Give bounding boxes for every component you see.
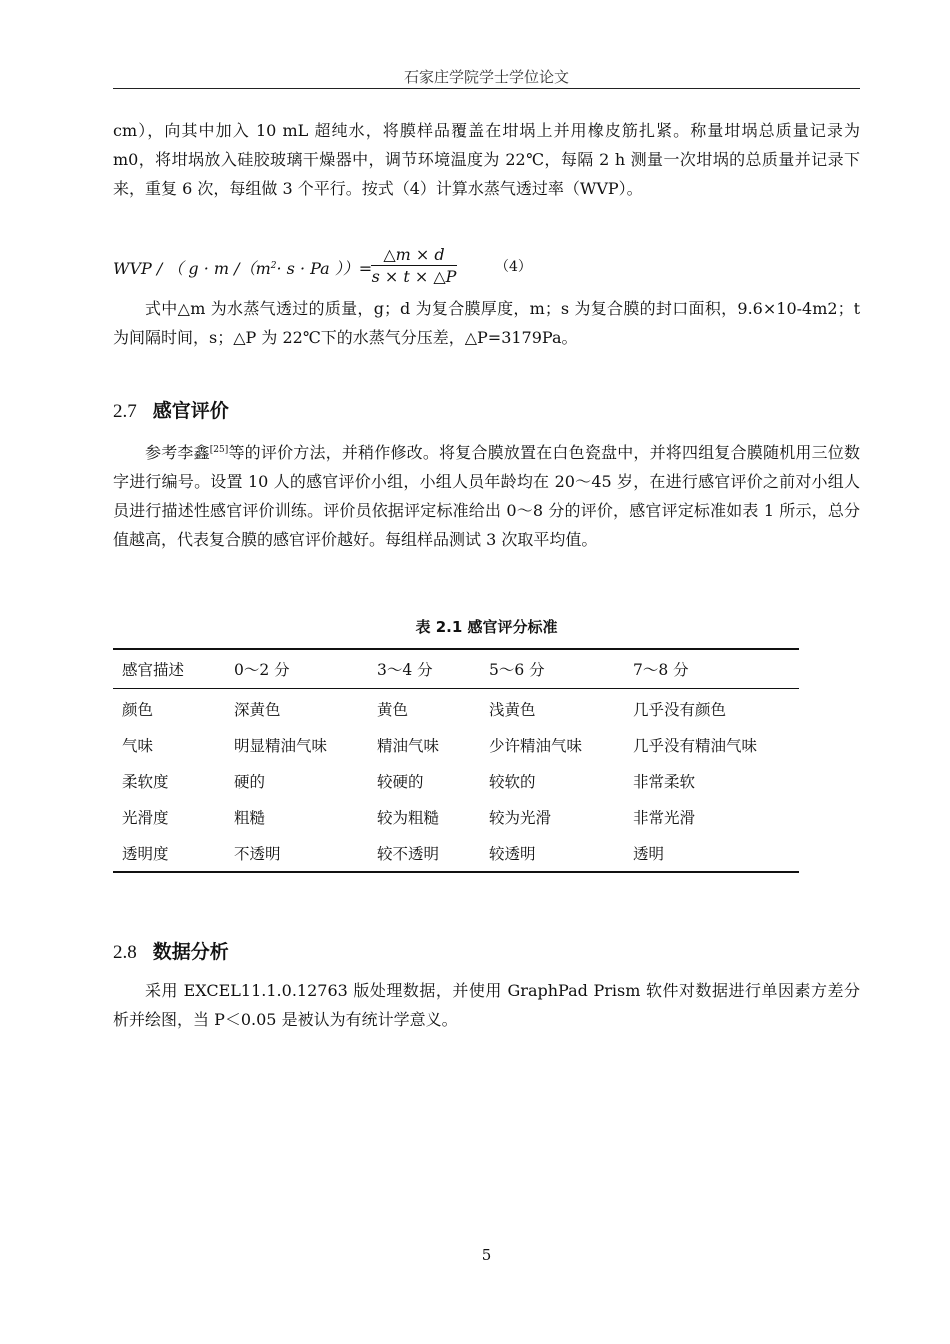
table-header-cell: 感官描述 xyxy=(122,661,185,679)
section-heading-2-7 xyxy=(113,396,229,423)
table-header-cell: 3～4 分 xyxy=(377,661,433,679)
paragraph-data-analysis: 采用 EXCEL11.1.0.12763 版处理数据，并使用 GraphPad Prism 软件对数据进行单因素方差分析并绘图，当 P＜0.05 是被认为有统计学意义。 xyxy=(113,981,860,1029)
table-cell: 气味 xyxy=(122,737,154,755)
table-cell: 光滑度 xyxy=(122,809,169,827)
formula-superscript: 2 xyxy=(270,261,277,271)
formula-numerator: △m × d xyxy=(371,244,457,266)
table-cell: 非常光滑 xyxy=(633,809,696,827)
table-cell: 不透明 xyxy=(234,845,281,863)
running-header: 石家庄学院学士学位论文 xyxy=(113,66,860,89)
table-cell: 硬的 xyxy=(234,773,266,791)
section-title: 数据分析 xyxy=(152,941,229,963)
wvp-formula xyxy=(113,244,860,290)
table-cell: 深黄色 xyxy=(234,701,281,719)
table-cell: 透明 xyxy=(633,845,665,863)
formula-fraction xyxy=(371,244,457,287)
paragraph-wvp-method: cm），向其中加入 10 mL 超纯水，将膜样品覆盖在坩埚上并用橡皮筋扎紧。称量坩埚总质量记录为 m0，将坩埚放入硅胶玻璃干燥器中，调节环境温度为 22℃，每隔 2 h 测量一次坩埚的总质量并记录下来，重复 6 次，每组做 3 个平行。按式（4）计算水蒸气透过率（WVP）。 xyxy=(113,121,860,198)
table-cell: 几乎没有颜色 xyxy=(633,701,727,719)
table-cell: 明显精油气味 xyxy=(234,737,328,755)
section-number: 2.7 xyxy=(113,401,137,422)
table-cell: 柔软度 xyxy=(122,773,169,791)
table-cell: 颜色 xyxy=(122,701,154,719)
section-title: 感官评价 xyxy=(152,400,229,422)
citation-ref: [25] xyxy=(209,445,229,455)
table-cell: 精油气味 xyxy=(377,737,440,755)
table-row xyxy=(113,727,799,763)
table-cell: 浅黄色 xyxy=(489,701,536,719)
table-header-cell: 0～2 分 xyxy=(234,661,290,679)
table-cell: 较硬的 xyxy=(377,773,424,791)
table-cell: 较不透明 xyxy=(377,845,440,863)
table-cell: 较为光滑 xyxy=(489,809,552,827)
section-heading-2-8 xyxy=(113,937,229,964)
table-row xyxy=(113,763,799,799)
table-cell: 较软的 xyxy=(489,773,536,791)
table-cell: 较透明 xyxy=(489,845,536,863)
table-cell: 几乎没有精油气味 xyxy=(633,737,758,755)
sensory-score-table xyxy=(113,648,799,873)
table-cell: 黄色 xyxy=(377,701,409,719)
table-caption: 表 2.1 感官评分标准 xyxy=(415,618,558,636)
page-number: 5 xyxy=(481,1246,492,1264)
table-cell: 较为粗糙 xyxy=(377,809,440,827)
formula-lhs: WVP / （ g · m $/(m^2\cdot s \cdot Pa$ ））= xyxy=(113,259,373,278)
paragraph-sensory-evaluation: 参考李鑫[25]等的评价方法，并稍作修改。将复合膜放置在白色瓷盘中，并将四组复合膜随机用三位数字进行编号。设置 10 人的感官评价小组，小组人员年龄均在 20～45 岁，在进行感官评价之前对小组人员进行描述性感官评价训练。评价员依据评定标准给出 0～8 分的评价，感官评定标准如表 1 所示，总分值越高，代表复合膜的感官评价越好。每组样品测试 3 次取平均值。 xyxy=(113,443,860,549)
table-cell: 透明度 xyxy=(122,845,169,863)
formula-denominator: s × t × △P xyxy=(371,267,457,286)
table-cell: 粗糙 xyxy=(234,809,266,827)
table-header-cell: 7～8 分 xyxy=(633,661,689,679)
table-header-row xyxy=(113,649,799,689)
table-row xyxy=(113,799,799,835)
paragraph-formula-explanation: 式中△m 为水蒸气透过的质量，g；d 为复合膜厚度，m；s 为复合膜的封口面积，9.6×10-4m2；t 为间隔时间，s；△P 为 22℃下的水蒸气分压差，△P=3179Pa。 xyxy=(113,299,860,347)
formula-number: （4） xyxy=(495,259,532,275)
table-cell: 少许精油气味 xyxy=(489,737,583,755)
table-cell: 非常柔软 xyxy=(633,773,696,791)
table-row xyxy=(113,835,799,872)
table-row xyxy=(113,689,799,728)
section-number: 2.8 xyxy=(113,942,137,963)
table-header-cell: 5～6 分 xyxy=(489,661,545,679)
